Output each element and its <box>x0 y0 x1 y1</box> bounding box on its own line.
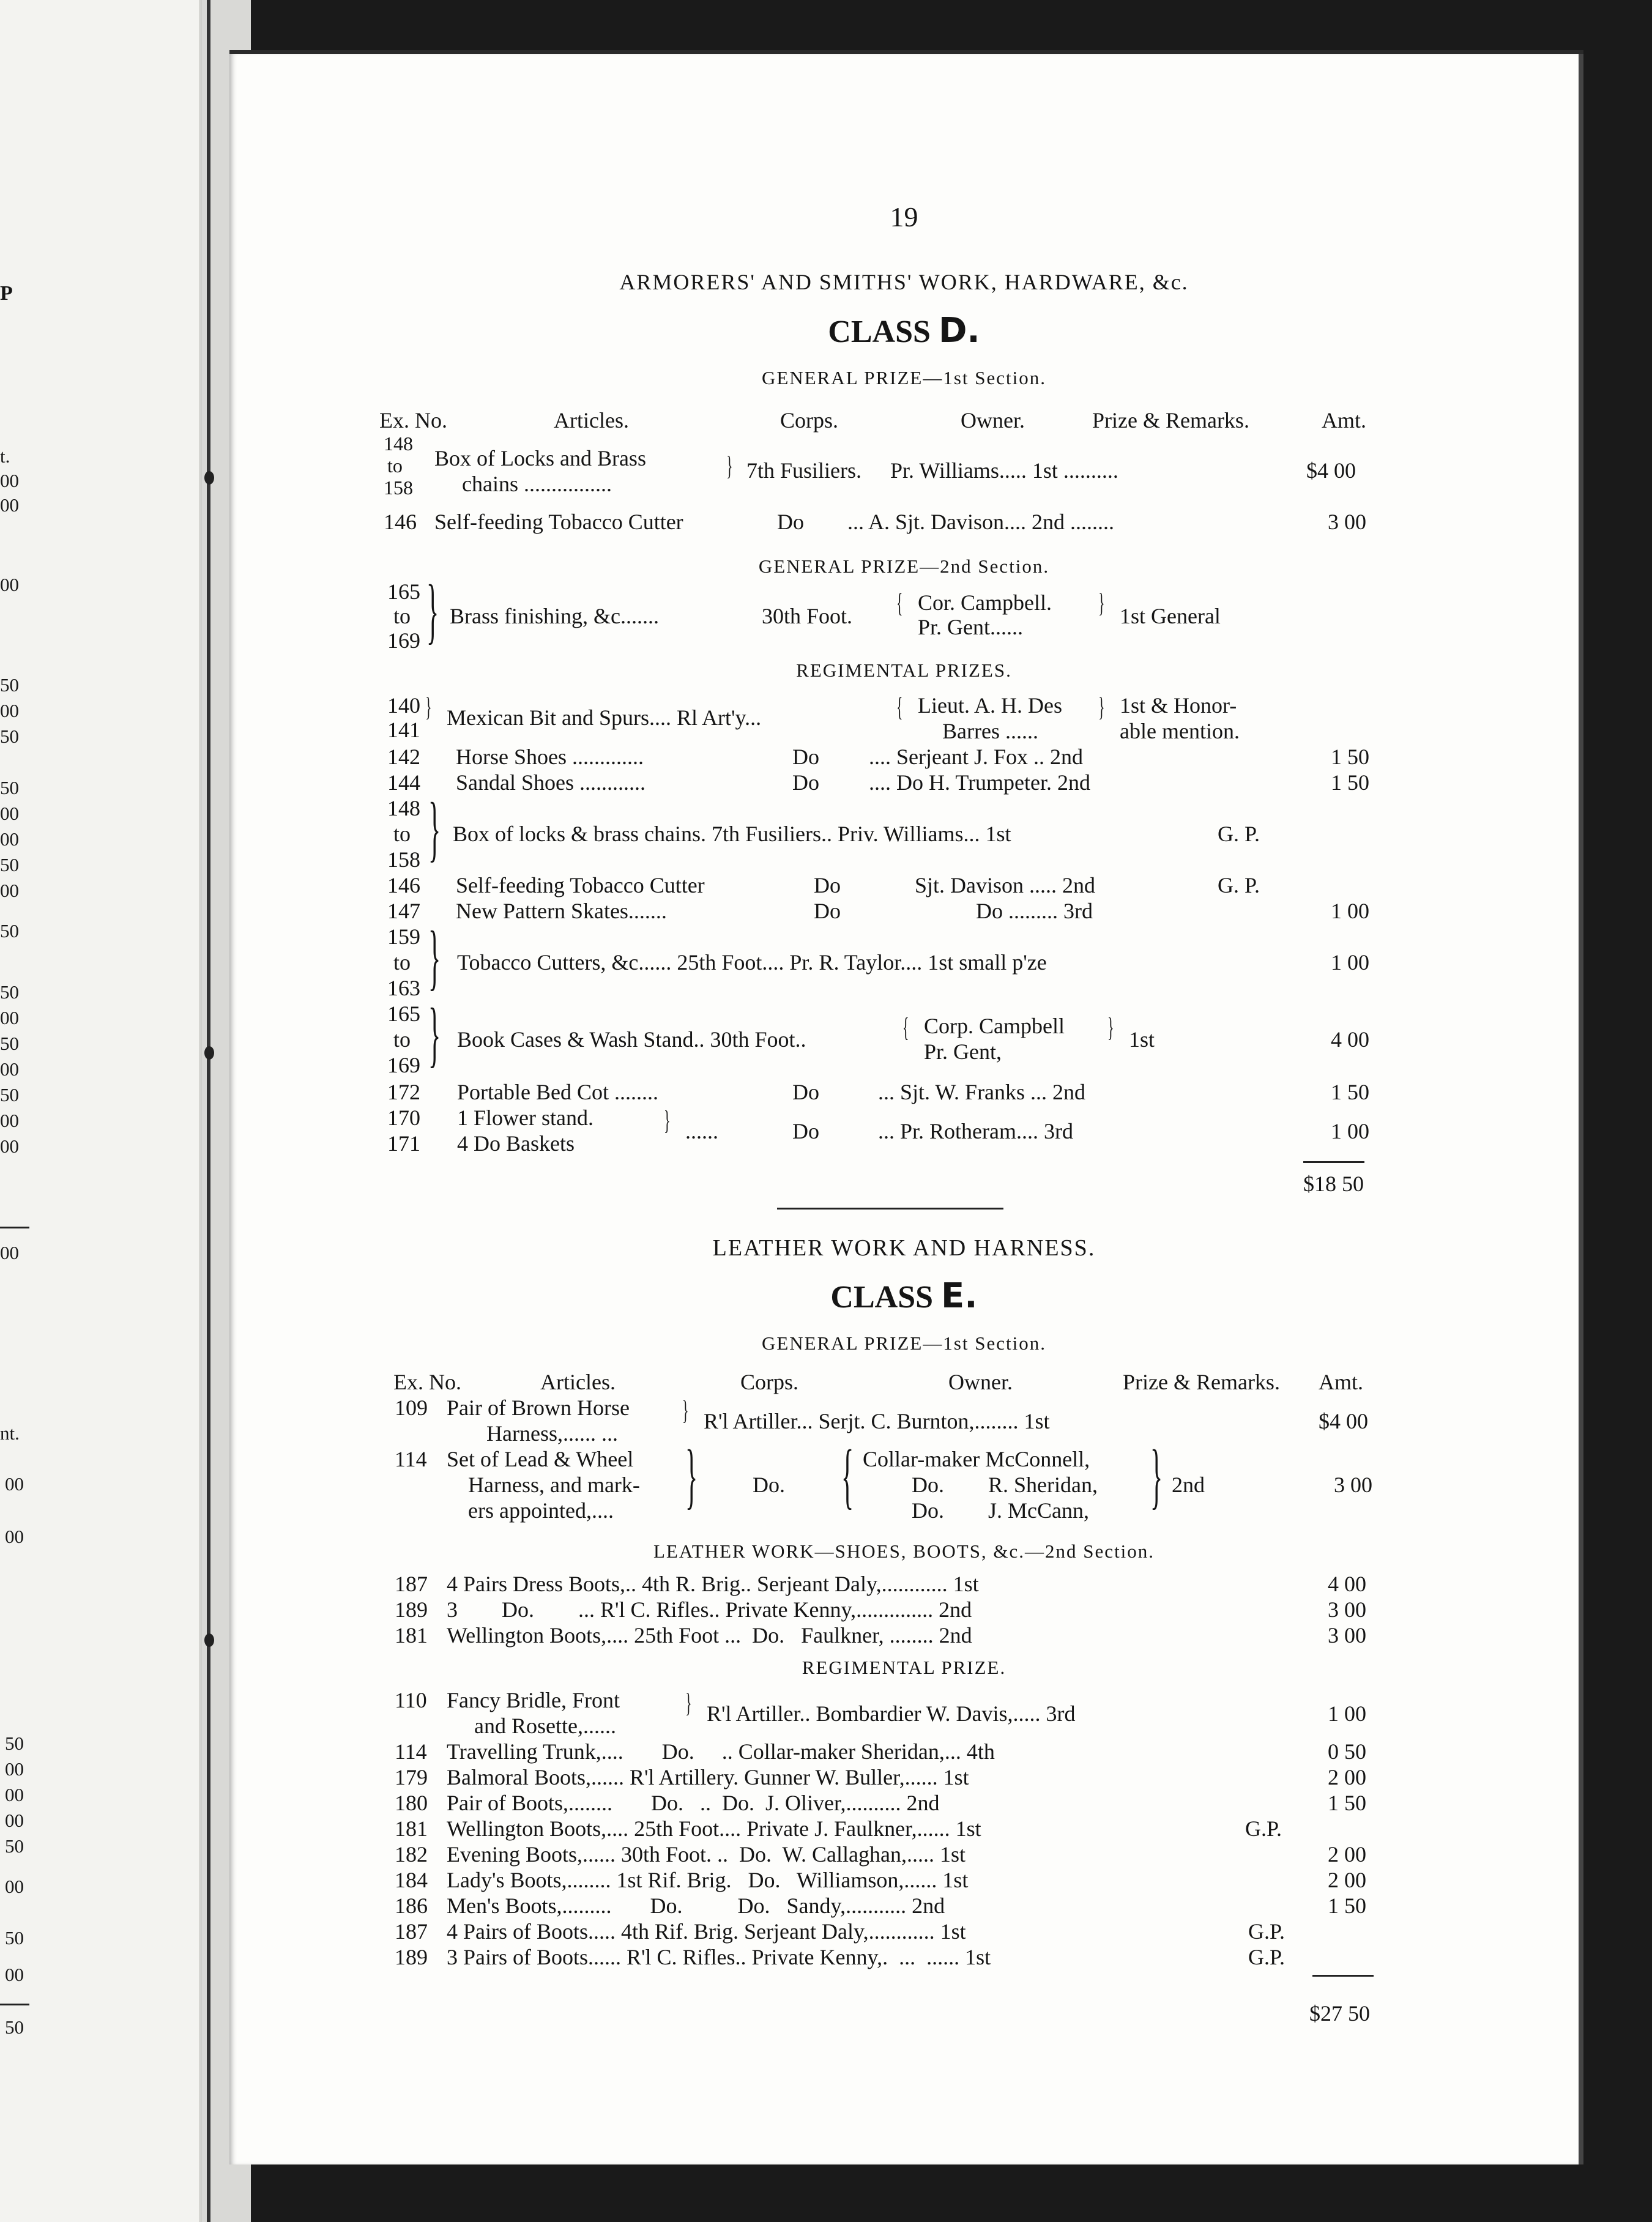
section-title: LEATHER WORK AND HARNESS. <box>712 1235 1096 1261</box>
owner-prize: .... Do H. Trumpeter. 2nd <box>869 770 1091 795</box>
corps-name: Do <box>814 873 841 897</box>
class-label: CLASS <box>828 314 931 349</box>
left-page-fragment: 50 <box>0 777 19 798</box>
left-page-fragment: 00 <box>0 494 19 516</box>
owner-name: Pr. Gent, <box>924 1039 1002 1064</box>
curly-brace: } <box>426 570 439 651</box>
amount: 3 00 <box>1328 1597 1366 1622</box>
ex-number: 158 <box>387 847 420 872</box>
amount: 3 00 <box>1334 1473 1372 1497</box>
left-page-fragment: 00 <box>0 470 19 491</box>
article-name: 1 Flower stand. <box>457 1105 593 1130</box>
ex-number: 172 <box>387 1080 420 1104</box>
left-page-fragment: 50 <box>5 1927 24 1949</box>
curly-brace: } <box>1107 1013 1114 1042</box>
amount: 1 50 <box>1331 770 1369 795</box>
corps-name: 7th Fusiliers. <box>746 458 862 483</box>
corps-name: Do <box>792 1119 819 1143</box>
prize-subheading: REGIMENTAL PRIZE. <box>802 1657 1006 1678</box>
prize-subheading: GENERAL PRIZE—1st Section. <box>761 367 1047 388</box>
ex-number: 170 <box>387 1105 420 1130</box>
curly-brace: } <box>664 1105 671 1135</box>
amount: 2 00 <box>1328 1842 1366 1867</box>
section-title: ARMORERS' AND SMITHS' WORK, HARDWARE, &c. <box>619 270 1189 294</box>
left-page-fragment: 00 <box>0 1110 19 1131</box>
amount: 1 00 <box>1328 1701 1366 1726</box>
left-page-fragment: 50 <box>0 1033 19 1054</box>
document-page <box>229 54 1579 2164</box>
ex-number: 189 <box>395 1597 428 1622</box>
entry-text: R'l Artiller.. Bombardier W. Davis,..... 3rd <box>707 1701 1076 1726</box>
prize-subheading: LEATHER WORK—SHOES, BOOTS, &c.—2nd Section. <box>653 1540 1155 1562</box>
left-page-fragment: 50 <box>5 1733 24 1754</box>
article-name: Portable Bed Cot ........ <box>457 1080 658 1104</box>
left-page-fragment: 00 <box>5 1526 24 1547</box>
prize-subheading: GENERAL PRIZE—2nd Section. <box>758 556 1050 577</box>
amount: 1 50 <box>1328 1893 1366 1918</box>
article-name: Harness,...... ... <box>486 1421 618 1446</box>
col-header-owner: Owner. <box>948 1370 1013 1394</box>
ex-number: to <box>387 455 403 477</box>
amount: 1 50 <box>1331 1080 1369 1104</box>
curly-brace: } <box>1150 1435 1163 1516</box>
owner-name: Cor. Campbell. <box>918 590 1052 615</box>
left-page-fragment: 50 <box>0 726 19 747</box>
article-name: 4 Do Baskets <box>457 1131 575 1156</box>
total-rule <box>1303 1161 1364 1163</box>
ex-number: 179 <box>395 1765 428 1789</box>
corps-name: Do <box>814 899 841 923</box>
article-name: Box of Locks and Brass <box>434 446 646 470</box>
left-page-fragment: 00 <box>5 1473 24 1495</box>
ex-number: 180 <box>395 1791 428 1815</box>
total-rule <box>1312 1975 1374 1977</box>
corps-name: 30th Foot. <box>762 604 853 628</box>
owner-name: Lieut. A. H. Des <box>918 693 1062 718</box>
ex-number: 186 <box>395 1893 428 1918</box>
owner-name: Pr. Gent...... <box>918 615 1024 639</box>
prize-remark: 1st General <box>1120 604 1221 628</box>
left-page-fragment: 50 <box>0 674 19 696</box>
article-name: Horse Shoes ............. <box>456 745 644 769</box>
article-name: Tobacco Cutters, &c...... 25th Foot.... Pr. R. Taylor.... 1st small p'ze <box>457 950 1047 975</box>
amount: $4 00 <box>1306 458 1356 483</box>
prize-subheading: GENERAL PRIZE—1st Section. <box>761 1332 1047 1354</box>
entry-text: Wellington Boots,.... 25th Foot.... Private J. Faulkner,...... 1st <box>447 1816 981 1841</box>
ex-number: 141 <box>387 718 420 742</box>
ex-number: 165 <box>387 579 420 604</box>
prize-remark: G.P. <box>1248 1919 1286 1944</box>
curly-brace: { <box>896 692 903 722</box>
section-total: $27 50 <box>1309 2001 1370 2026</box>
left-page-fragment: t. <box>0 445 10 467</box>
page-number: 19 <box>890 201 918 232</box>
prize-remark: G.P. <box>1245 1816 1282 1841</box>
class-heading <box>229 311 1579 351</box>
entry-text: 4 Pairs Dress Boots,.. 4th R. Brig.. Serjeant Daly,............ 1st <box>447 1572 979 1596</box>
binding-stitch <box>204 1633 214 1647</box>
ex-number: to <box>393 950 411 975</box>
article-name: Box of locks & brass chains. 7th Fusiliers.. Priv. Williams... 1st <box>453 822 1011 846</box>
corps-owner: R'l Artiller... Serjt. C. Burnton,........ 1st <box>704 1409 1050 1433</box>
curly-brace: } <box>428 993 441 1074</box>
owner-name: Collar-maker McConnell, <box>863 1447 1090 1471</box>
entry-text: Evening Boots,...... 30th Foot. .. Do. W. Callaghan,..... 1st <box>447 1842 966 1867</box>
owner-name: Corp. Campbell <box>924 1014 1065 1038</box>
owner-prize: Sjt. Davison ..... 2nd <box>915 873 1096 897</box>
article-name: ers appointed,.... <box>468 1498 614 1523</box>
left-page-fragment: 00 <box>5 1876 24 1897</box>
article-name: Mexican Bit and Spurs.... Rl Art'y... <box>447 705 762 730</box>
ex-number: 187 <box>395 1919 428 1944</box>
curly-brace: } <box>428 916 441 997</box>
ex-number: 142 <box>387 745 420 769</box>
prize-remark: 2nd <box>1172 1473 1205 1497</box>
ex-number: to <box>393 604 411 628</box>
left-page-fragment: 00 <box>5 1784 24 1805</box>
left-page-fragment: 50 <box>5 2016 24 2038</box>
left-page-rule <box>0 2004 29 2005</box>
left-page-fragment: 00 <box>0 828 19 850</box>
curly-brace: } <box>685 1435 698 1516</box>
owner-prize: ... A. Sjt. Davison.... 2nd ........ <box>847 510 1115 534</box>
left-page-fragment: P <box>0 282 13 305</box>
col-header-prize: Prize & Remarks. <box>1092 408 1249 433</box>
left-page-fragment: 00 <box>0 1242 19 1263</box>
curly-brace: } <box>425 692 432 722</box>
corps-name: Do <box>792 745 819 769</box>
left-page <box>0 0 217 2222</box>
article-name: Sandal Shoes ............ <box>456 770 646 795</box>
ex-number: 181 <box>395 1816 428 1841</box>
left-page-fragment: 50 <box>0 981 19 1003</box>
prize-remark: 1st <box>1129 1027 1155 1052</box>
amount: 1 50 <box>1331 745 1369 769</box>
col-header-corps: Corps. <box>740 1370 799 1394</box>
ex-number: 159 <box>387 924 420 949</box>
class-heading <box>229 1276 1579 1316</box>
article-name: Book Cases & Wash Stand.. 30th Foot.. <box>457 1027 806 1052</box>
binding-line <box>207 0 210 2222</box>
corps-name: Do <box>792 1080 819 1104</box>
entry-text: Wellington Boots,.... 25th Foot ... Do. Faulkner, ........ 2nd <box>447 1623 972 1648</box>
class-letter: E. <box>941 1276 978 1316</box>
page-right-edge <box>1579 54 1583 2164</box>
ex-number: 163 <box>387 976 420 1000</box>
binding-stitch <box>204 471 214 485</box>
col-header-articles: Articles. <box>554 408 629 433</box>
curly-brace: } <box>1098 588 1105 618</box>
left-page-fragment: 00 <box>0 1058 19 1080</box>
left-page-rule <box>0 1227 29 1228</box>
col-header-exno: Ex. No. <box>379 408 447 433</box>
left-page-fragment: 00 <box>5 1810 24 1831</box>
binding-stitch <box>204 1046 214 1060</box>
class-letter: D. <box>938 311 980 351</box>
ex-number: 148 <box>384 433 413 455</box>
corps-name: Do <box>792 770 819 795</box>
ex-number: 140 <box>387 693 420 718</box>
left-page-fragment: 00 <box>0 803 19 824</box>
col-header-amt: Amt. <box>1319 1370 1364 1394</box>
article-name: Self-feeding Tobacco Cutter <box>434 510 683 534</box>
amount: 3 00 <box>1328 510 1366 534</box>
curly-brace: } <box>682 1395 689 1425</box>
owner-prize: ... Sjt. W. Franks ... 2nd <box>878 1080 1086 1104</box>
left-page-fragment: 50 <box>0 920 19 942</box>
article-name: Pair of Brown Horse <box>447 1395 630 1420</box>
section-divider <box>777 1208 1003 1209</box>
amount: 3 00 <box>1328 1623 1366 1648</box>
article-name: Fancy Bridle, Front <box>447 1688 620 1712</box>
col-header-amt: Amt. <box>1322 408 1367 433</box>
article-name: chains ................ <box>462 472 612 496</box>
section-total: $18 50 <box>1303 1172 1364 1196</box>
prize-remark: G. P. <box>1218 822 1260 846</box>
article-name: New Pattern Skates....... <box>456 899 667 923</box>
owner-prize: .... Serjeant J. Fox .. 2nd <box>869 745 1083 769</box>
ex-number: 114 <box>395 1739 427 1764</box>
entry-text: Balmoral Boots,...... R'l Artillery. Gunner W. Buller,...... 1st <box>447 1765 969 1789</box>
owner-prize: ... Pr. Rotheram.... 3rd <box>878 1119 1073 1143</box>
left-page-fragment: 00 <box>0 1135 19 1157</box>
ex-number: 182 <box>395 1842 428 1867</box>
prize-remark: able mention. <box>1120 719 1240 743</box>
col-header-prize: Prize & Remarks. <box>1123 1370 1280 1394</box>
owner-name: Do. J. McCann, <box>912 1498 1089 1523</box>
ex-number: 169 <box>387 628 420 653</box>
article-name: Self-feeding Tobacco Cutter <box>456 873 705 897</box>
left-page-fragment: 00 <box>0 1007 19 1028</box>
entry-text: Travelling Trunk,.... Do. .. Collar-maker Sheridan,... 4th <box>447 1739 995 1764</box>
left-page-fragment: 00 <box>0 700 19 721</box>
ex-number: 165 <box>387 1001 420 1026</box>
prize-remark: G.P. <box>1248 1945 1286 1969</box>
entry-text: 4 Pairs of Boots..... 4th Rif. Brig. Serjeant Daly,............ 1st <box>447 1919 966 1944</box>
ex-number: 148 <box>387 796 420 820</box>
col-header-exno: Ex. No. <box>393 1370 461 1394</box>
left-page-fragment: 50 <box>0 1084 19 1105</box>
corps-name: Do <box>777 510 804 534</box>
curly-brace: } <box>1098 692 1105 722</box>
curly-brace: { <box>896 588 903 618</box>
amount: 1 50 <box>1328 1791 1366 1815</box>
ex-number: 146 <box>384 510 417 534</box>
left-page-fragment: 50 <box>0 854 19 875</box>
left-page-fragment: 00 <box>5 1758 24 1780</box>
amount: 2 00 <box>1328 1765 1366 1789</box>
curly-brace: } <box>726 451 733 481</box>
curly-brace: { <box>902 1013 909 1042</box>
col-header-articles: Articles. <box>540 1370 616 1394</box>
article-name: Set of Lead & Wheel <box>447 1447 634 1471</box>
ex-number: 189 <box>395 1945 428 1969</box>
col-header-owner: Owner. <box>961 408 1025 433</box>
prize-subheading: REGIMENTAL PRIZES. <box>796 660 1012 681</box>
article-name: Harness, and mark- <box>468 1473 640 1497</box>
left-page-fragment: 50 <box>5 1835 24 1857</box>
amount: 1 00 <box>1331 950 1369 975</box>
ex-number: 171 <box>387 1131 420 1156</box>
amount: $4 00 <box>1319 1409 1368 1433</box>
article-name: and Rosette,...... <box>474 1714 616 1738</box>
amount: 4 00 <box>1331 1027 1369 1052</box>
prize-remark: 1st & Honor- <box>1120 693 1237 718</box>
left-page-fragment: 00 <box>0 880 19 901</box>
owner-name: Barres ...... <box>942 719 1038 743</box>
ex-number: 169 <box>387 1053 420 1077</box>
corps-name: Do. <box>753 1473 785 1497</box>
class-label: CLASS <box>830 1280 934 1315</box>
left-page-fragment: nt. <box>0 1422 20 1444</box>
ex-number: 146 <box>387 873 420 897</box>
amount: 0 50 <box>1328 1739 1366 1764</box>
ex-number: to <box>393 1027 411 1052</box>
ex-number: 110 <box>395 1688 427 1712</box>
amount: 1 00 <box>1331 899 1369 923</box>
ex-number: 114 <box>395 1447 427 1471</box>
left-page-fragment: 00 <box>5 1964 24 1985</box>
ex-number: 187 <box>395 1572 428 1596</box>
entry-text: 3 Pairs of Boots...... R'l C. Rifles.. Private Kenny,. ... ...... 1st <box>447 1945 991 1969</box>
curly-brace: { <box>841 1435 854 1516</box>
amount: 1 00 <box>1331 1119 1369 1143</box>
entry-text: Lady's Boots,........ 1st Rif. Brig. Do. Williamson,...... 1st <box>447 1868 969 1892</box>
owner-prize: Pr. Williams..... 1st .......... <box>890 458 1118 483</box>
amount: 2 00 <box>1328 1868 1366 1892</box>
owner-prize: Do ......... 3rd <box>976 899 1093 923</box>
ex-number: 184 <box>395 1868 428 1892</box>
curly-brace: } <box>685 1688 692 1718</box>
ex-number: to <box>393 822 411 846</box>
left-page-fragment: 00 <box>0 574 19 595</box>
leader-dots: ...... <box>685 1119 718 1143</box>
ex-number: 147 <box>387 899 420 923</box>
ex-number: 158 <box>384 477 413 499</box>
amount: 4 00 <box>1328 1572 1366 1596</box>
owner-name: Do. R. Sheridan, <box>912 1473 1098 1497</box>
entry-text: 3 Do. ... R'l C. Rifles.. Private Kenny,.............. 2nd <box>447 1597 972 1622</box>
col-header-corps: Corps. <box>780 408 839 433</box>
ex-number: 109 <box>395 1395 428 1420</box>
entry-text: Men's Boots,......... Do. Do. Sandy,........... 2nd <box>447 1893 945 1918</box>
ex-number: 181 <box>395 1623 428 1648</box>
prize-remark: G. P. <box>1218 873 1260 897</box>
ex-number: 144 <box>387 770 420 795</box>
article-name: Brass finishing, &c....... <box>450 604 659 628</box>
curly-brace: } <box>428 787 441 869</box>
entry-text: Pair of Boots,........ Do. .. Do. J. Oliver,.......... 2nd <box>447 1791 940 1815</box>
